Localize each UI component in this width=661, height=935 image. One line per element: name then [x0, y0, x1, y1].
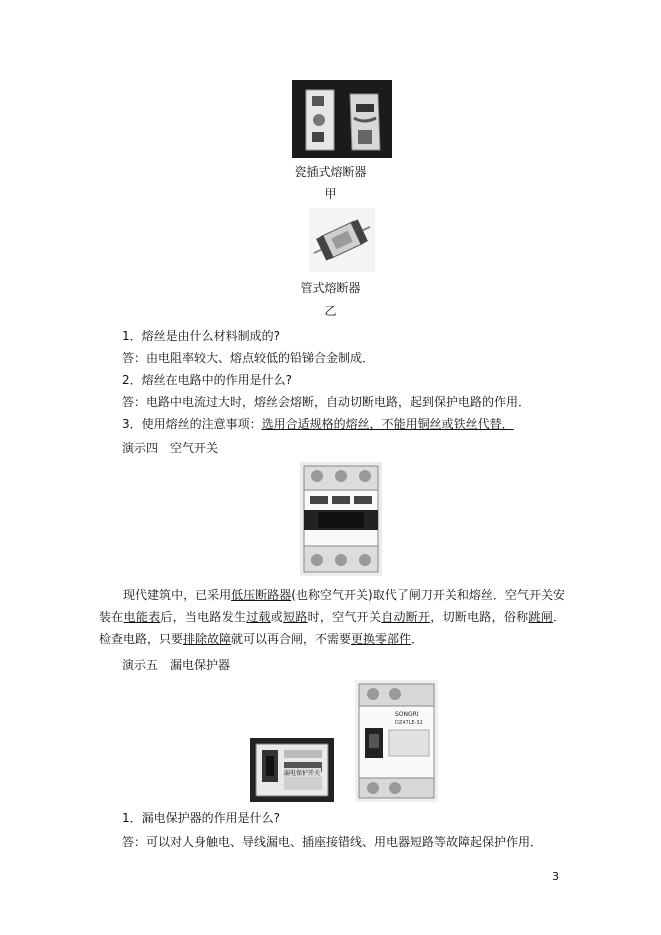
- para-text: ，切断电路，俗称: [430, 610, 529, 624]
- page-number: 3: [552, 870, 559, 883]
- leakage-breaker-photo: [355, 680, 438, 802]
- fuse-material-answer: 答：由电阻率较大、熔点较低的铅锑合金制成．: [122, 351, 375, 365]
- fuse-material-question: 1．熔丝是由什么材料制成的?: [122, 329, 281, 343]
- breaker-brand: SONGRI: [395, 711, 419, 718]
- underlined-term: 过载: [246, 610, 271, 624]
- underlined-term: 排除故障: [183, 632, 232, 646]
- underlined-term: 跳闸: [528, 610, 553, 624]
- underlined-term: 自动断开: [381, 610, 431, 624]
- para-text: 就可以再合闸，不需要: [231, 632, 352, 646]
- demo5-title: 演示五 漏电保护器: [122, 658, 231, 672]
- underlined-term: 更换零部件: [351, 632, 412, 646]
- tube-fuse-photo: [309, 208, 375, 272]
- air-switch-paragraph: [99, 584, 565, 650]
- breaker-model: DZ47LE-32: [395, 720, 423, 726]
- para-text: ．检查电路，只要: [99, 610, 565, 646]
- fuse-function-answer: 答：电路中电流过大时，熔丝会熔断，自动切断电路，起到保护电路的作用．: [122, 395, 531, 409]
- para-text: ．: [411, 632, 424, 646]
- para-text: 后，当电路发生: [160, 610, 247, 624]
- leakage-function-question: 1．漏电保护器的作用是什么?: [122, 811, 281, 825]
- para-text: 或: [270, 610, 284, 624]
- ceramic-fuse-sublabel: 甲: [324, 187, 337, 201]
- tube-fuse-caption: 管式熔断器: [300, 281, 361, 295]
- tube-fuse-sublabel: 乙: [324, 304, 337, 318]
- ceramic-fuse-caption: 瓷插式熔断器: [294, 165, 367, 179]
- fuse-precautions: [122, 416, 514, 432]
- underlined-term: 低压断路器: [231, 588, 292, 602]
- fuse-function-question: 2．熔丝在电路中的作用是什么?: [122, 373, 293, 387]
- demo4-title: 演示四 空气开关: [122, 441, 219, 455]
- fuse-precautions-answer: 选用合适规格的熔丝，不能用铜丝或铁丝代替．: [261, 417, 514, 431]
- air-switch-photo: [300, 462, 382, 576]
- underlined-term: 电能表: [123, 610, 161, 624]
- leakage-function-answer: 答：可以对人身触电、导线漏电、插座接错线、用电器短路等故障起保护作用．: [122, 835, 543, 849]
- para-text: 时，空气开关: [307, 610, 382, 624]
- leakage-socket-tag: 漏电保护开关: [284, 770, 321, 777]
- ceramic-fuse-photo: [292, 80, 392, 158]
- para-text: 现代建筑中，已采用: [123, 588, 232, 602]
- para-text: (也称空气开关)取代了闸刀开关和熔丝．空气开关安装在: [99, 588, 565, 624]
- fuse-precautions-prefix: 3．使用熔丝的注意事项：: [122, 417, 262, 431]
- underlined-term: 短路: [283, 610, 308, 624]
